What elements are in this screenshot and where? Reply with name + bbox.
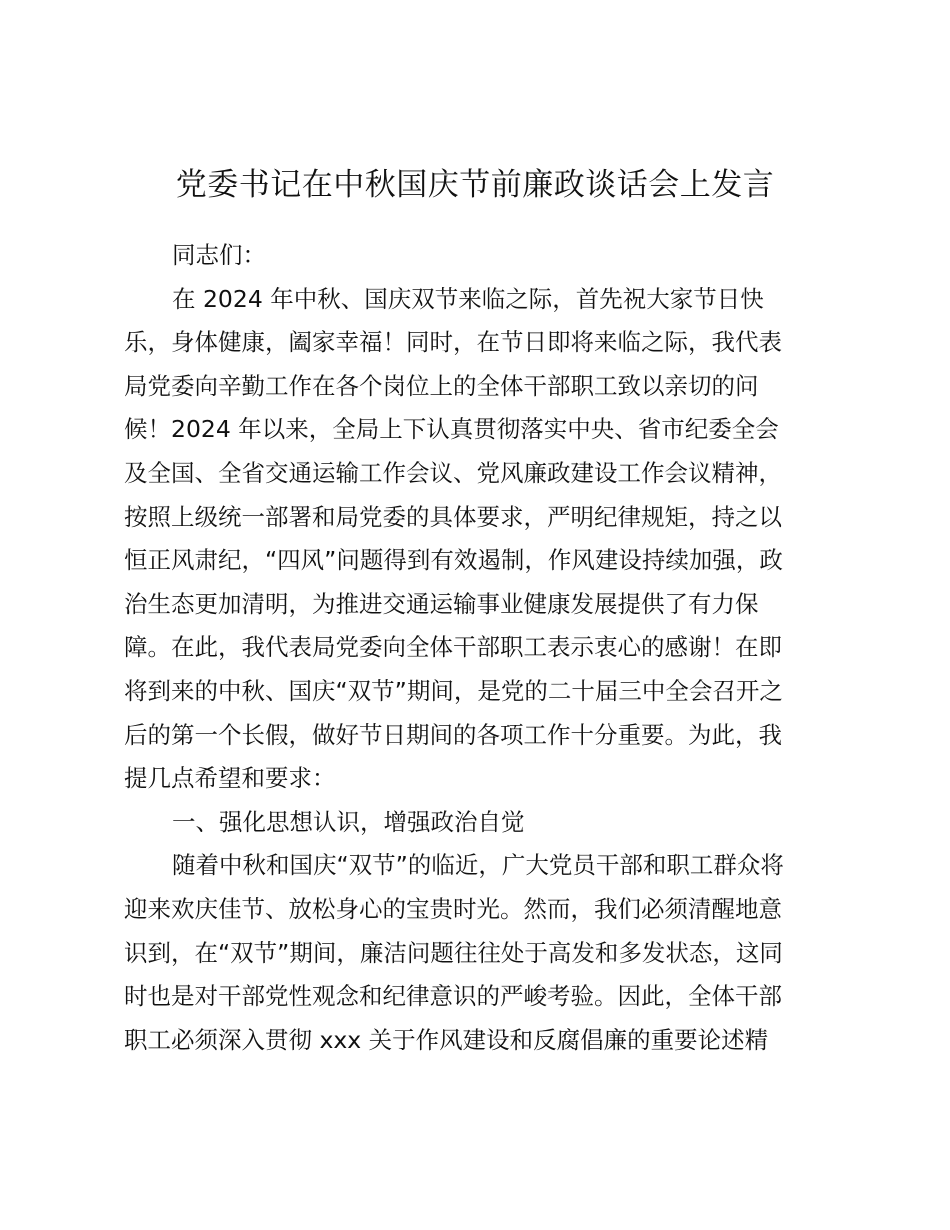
paragraph-line: 识到，在“双节”期间，廉洁问题往往处于高发和多发状态，这同 — [124, 938, 783, 967]
paragraph-line: 迎来欢庆佳节、放松身心的宝贵时光。然而，我们必须清醒地意 — [124, 894, 782, 923]
paragraph-line: 将到来的中秋、国庆“双节”期间，是党的二十届三中全会召开之 — [124, 676, 783, 705]
paragraph-line: 候！2024 年以来，全局上下认真贯彻落实中央、省市纪委全会 — [124, 415, 779, 444]
paragraph-line: 时也是对干部党性观念和纪律意识的严峻考验。因此，全体干部 — [124, 982, 782, 1011]
paragraph-line: 提几点希望和要求： — [124, 764, 336, 793]
paragraph-line: 按照上级统一部署和局党委的具体要求，严明纪律规矩，持之以 — [124, 502, 782, 531]
paragraph-line: 职工必须深入贯彻 xxx 关于作风建设和反腐倡廉的重要论述精 — [124, 1025, 769, 1054]
paragraph-line: 乐，身体健康，阖家幸福！同时，在节日即将来临之际，我代表 — [124, 328, 782, 357]
document-body — [124, 234, 824, 1062]
paragraph-line: 局党委向辛勤工作在各个岗位上的全体干部职工致以亲切的问 — [124, 371, 759, 400]
paragraph-line: 治生态更加清明，为推进交通运输事业健康发展提供了有力保 — [124, 589, 759, 618]
paragraph-line: 障。在此，我代表局党委向全体干部职工表示衷心的感谢！在即 — [124, 633, 782, 662]
paragraph-line: 及全国、全省交通运输工作会议、党风廉政建设工作会议精神， — [124, 458, 782, 487]
salutation-line: 同志们： — [172, 241, 266, 269]
paragraph-line: 恒正风肃纪，“四风”问题得到有效遏制，作风建设持续加强，政 — [124, 546, 783, 575]
section-heading: 一、强化思想认识，增强政治自觉 — [172, 807, 525, 836]
paragraph-line: 后的第一个长假，做好节日期间的各项工作十分重要。为此，我 — [124, 720, 782, 749]
paragraph-line: 随着中秋和国庆“双节”的临近，广大党员干部和职工群众将 — [172, 851, 784, 880]
paragraph-line: 在 2024 年中秋、国庆双节来临之际，首先祝大家节日快 — [172, 284, 764, 313]
document-title: 党委书记在中秋国庆节前廉政谈话会上发言 — [175, 167, 775, 203]
